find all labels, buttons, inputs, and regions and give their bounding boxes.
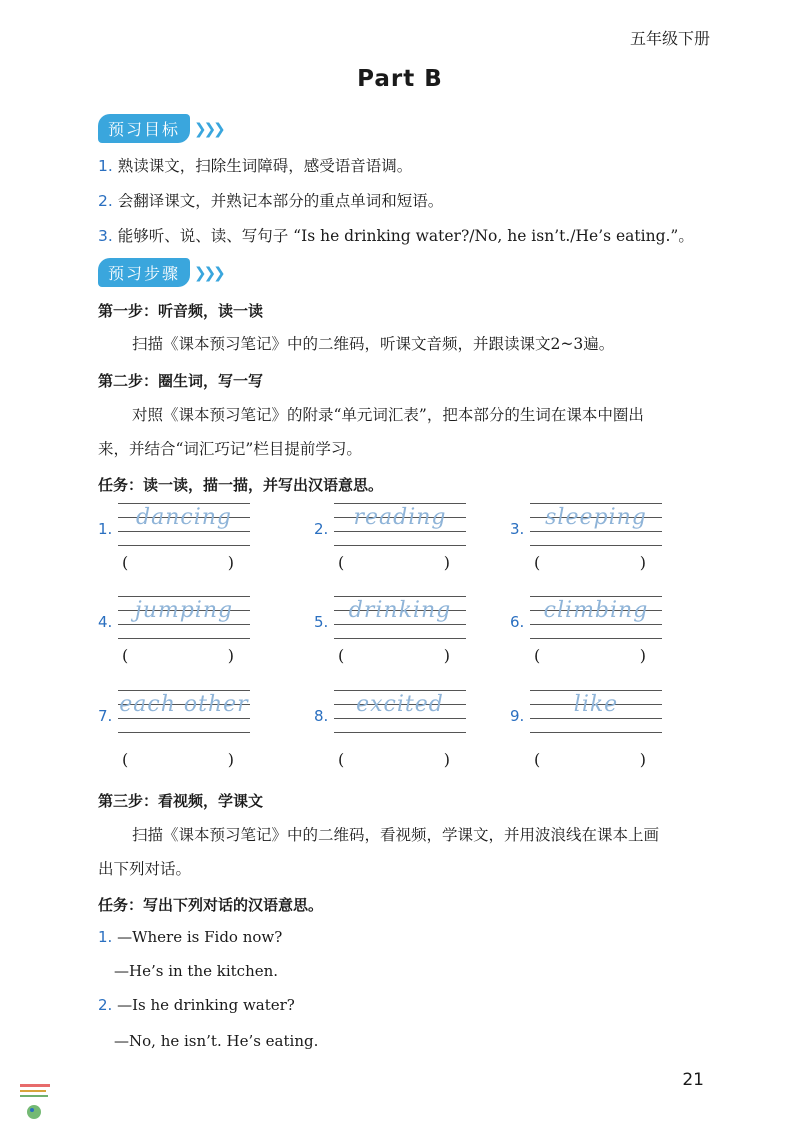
trace-word: excited (356, 692, 444, 717)
answer-blank[interactable]: ( ) (534, 553, 646, 572)
steps-badge-label: 预习步骤 (98, 258, 190, 287)
answer-blank[interactable]: ( ) (122, 553, 234, 572)
dialogue-line: —He’s in the kitchen. (114, 962, 279, 980)
step3-task: 任务：写出下列对话的汉语意思。 (98, 896, 324, 914)
trace-word: reading (353, 505, 447, 530)
word-cell: 2. reading ( ) (314, 503, 474, 583)
word-cell: 1. dancing ( ) (98, 503, 258, 583)
dialogue-line: 2. —Is he drinking water? (98, 996, 295, 1014)
answer-blank[interactable]: ( ) (338, 750, 450, 769)
answer-blank[interactable]: ( ) (534, 750, 646, 769)
trace-word: climbing (543, 598, 649, 623)
trace-word: sleeping (545, 505, 647, 530)
word-cell: 7. each other ( ) (98, 692, 249, 769)
goal-item: 2. 会翻译课文，并熟记本部分的重点单词和短语。 (98, 192, 444, 210)
page-number: 21 (682, 1070, 704, 1090)
steps-badge (98, 258, 223, 287)
answer-blank[interactable]: ( ) (122, 750, 234, 769)
dialogue-line: 1. —Where is Fido now? (98, 928, 283, 946)
goals-badge (98, 114, 223, 143)
word-cell: 6. climbing ( ) (510, 596, 670, 676)
step1-text: 扫描《课本预习笔记》中的二维码，听课文音频，并跟读课文2~3遍。 (132, 335, 615, 353)
answer-blank[interactable]: ( ) (534, 646, 646, 665)
step3-title: 第三步：看视频，学课文 (98, 792, 264, 810)
dialogue-line: —No, he isn’t. He’s eating. (114, 1032, 319, 1050)
goals-badge-label: 预习目标 (98, 114, 190, 143)
trace-word: jumping (134, 598, 234, 623)
word-cell: 3. sleeping ( ) (510, 503, 670, 583)
step2-line2: 来，并结合“词汇巧记”栏目提前学习。 (98, 440, 362, 458)
word-cell: 5. drinking ( ) (314, 596, 474, 676)
step3-line2: 出下列对话。 (98, 860, 192, 878)
chevron-right-icon: ❯❯❯ (194, 119, 223, 138)
trace-word: each other (119, 692, 249, 717)
step2-task: 任务：读一读，描一描，并写出汉语意思。 (98, 476, 384, 494)
grade-label: 五年级下册 (629, 29, 710, 48)
answer-blank[interactable]: ( ) (122, 646, 234, 665)
step2-line1: 对照《课本预习笔记》的附录“单元词汇表”，把本部分的生词在课本中圈出 (132, 406, 644, 424)
trace-word: drinking (348, 598, 452, 623)
answer-blank[interactable]: ( ) (338, 646, 450, 665)
trace-word: like (573, 692, 619, 717)
word-cell: 9. like ( ) (510, 690, 670, 770)
word-cell: 4. jumping ( ) (98, 596, 258, 676)
goal-item: 1. 熟读课文，扫除生词障碍，感受语音语调。 (98, 157, 413, 175)
step3-line1: 扫描《课本预习笔记》中的二维码，看视频，学课文，并用波浪线在课本上画 (132, 826, 660, 844)
chevron-right-icon: ❯❯❯ (194, 263, 223, 282)
trace-word: dancing (136, 505, 232, 530)
word-cell: 8. excited ( ) (314, 690, 474, 770)
step2-title: 第二步：圈生词，写一写 (98, 372, 264, 390)
answer-blank[interactable]: ( ) (338, 553, 450, 572)
goal-item: 3. 能够听、说、读、写句子 “Is he drinking water?/No, he isn’t./He’s eating.”。 (98, 227, 694, 245)
step1-title: 第一步：听音频，读一读 (98, 302, 264, 320)
publisher-logo (18, 1082, 54, 1122)
page-title: Part B (357, 66, 443, 92)
